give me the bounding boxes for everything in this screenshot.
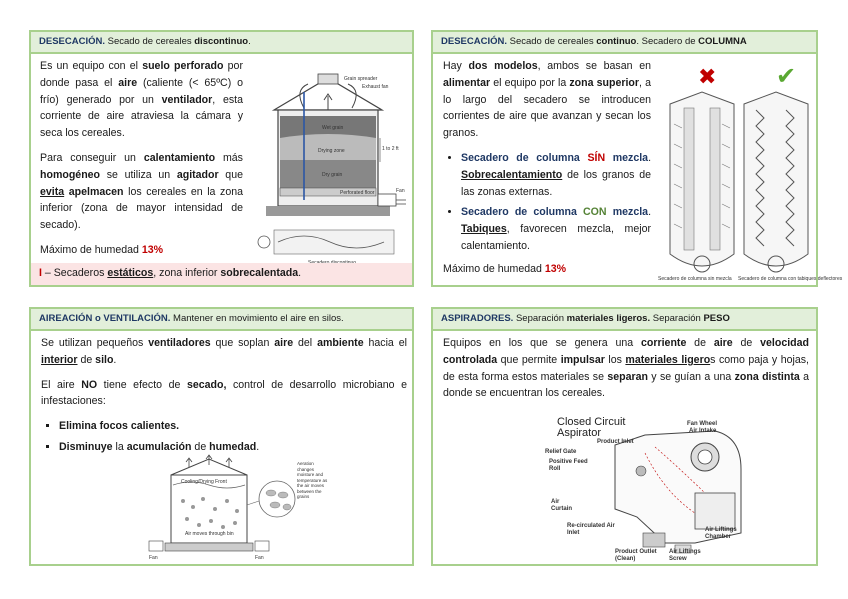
text-run: suelo perforado [142,60,224,72]
text-run: AIREACIÓN o VENTILACIÓN. [39,313,171,324]
batch-dryer-figure [244,70,412,266]
text-run: se utiliza un [100,168,177,181]
text-run: El aire [41,378,82,391]
text-run: I [39,267,42,279]
text-run: . [648,151,652,164]
text-run: 13% [544,262,567,275]
header-emphasis: discontinuo [194,36,249,47]
text-run: apelmacen [68,185,124,198]
text-run: Drying zone [318,148,345,154]
text-run: 13% [141,243,164,256]
card-body [443,58,651,286]
list-item [59,418,407,435]
text-run: corriente [641,337,687,349]
text-run: 1 to 2 ft [382,146,399,152]
text-run: Relief Gate [545,449,577,455]
text-run: silo [95,353,114,366]
figure-label: Air Curtain [551,499,572,512]
text-run: separan [607,370,648,383]
text-run: acumulación [126,440,192,453]
text-run: . [648,206,652,219]
text-run: Mantener en movimiento el aire en silos. [170,313,344,324]
text-run: más [215,151,243,164]
text-run: Secadero de columna con tabiques deflectores [738,276,843,282]
text-run: Equipos en los que se genera una [443,337,641,349]
paragraph [443,261,651,278]
text-run: Dry grain [322,172,343,178]
list-item [461,204,651,254]
text-run: de [732,337,761,349]
text-run: SÍN [587,151,606,164]
text-run: Fan [396,188,405,194]
paragraph [40,58,243,142]
text-run: Wet grain [322,125,344,131]
text-run: secado, [186,378,227,391]
text-run: Para conseguir un [40,151,144,164]
figure-label: Product Outlet (Clean) [615,549,657,562]
text-run: impulsar [560,353,605,366]
text-run: Es un equipo con el [40,60,143,72]
text-run: tiene efecto de [97,378,187,391]
text-run: dos modelos [468,60,538,72]
text-run: Separación [513,313,567,324]
text-run: Disminuye [59,440,113,453]
text-run: de los granos de las zonas externas. [461,168,651,198]
text-run: CON [583,206,607,219]
text-run: Hay [443,60,469,72]
text-run: ventiladores [148,337,211,349]
text-run: los cereales en la zona inferior (zona de mayor intensidad de secado). [40,185,243,232]
figure-note: Aeration changes moisture and temperature as the air moves between the grains [297,461,328,499]
text-run: zona distinta [734,370,800,383]
text-run: Cooling/Drying Front [181,479,227,485]
text-run: DESECACIÓN. [441,36,507,47]
text-run: Fan Wheel [687,421,718,427]
text-run: , a lo largo del secadero se introducen corrientes de aire que avanzan y secan los granos. [443,76,651,140]
text-run: que [218,168,243,181]
text-run: los [604,353,626,366]
card-header [31,309,412,331]
bullet-list [443,150,651,255]
text-run: . [256,440,260,453]
text-run: sobrecalentada [220,267,299,279]
text-run: de [77,353,96,366]
text-run: Aspirator [557,427,602,439]
text-run: zona superior [569,76,640,89]
text-run: COLUMNA [698,36,747,47]
text-run: del [293,337,318,349]
text-run: Secadero de columna sin mezcla [658,276,732,282]
text-run: ventilador [161,93,213,106]
text-run: – Secaderos [41,267,108,279]
text-run: ambiente [317,337,364,349]
text-run: Secadero de columna [461,206,584,219]
card-header [433,32,816,54]
text-run: Separación [650,313,704,324]
text-run: Product Inlet [597,439,634,445]
text-run: NO [81,378,98,391]
text-run: Tabiques [461,223,507,236]
paragraph [40,242,243,259]
check-icon: ✔ [776,62,797,90]
card-desecacion-continuo [431,30,843,287]
card-body [41,335,407,462]
text-run: Fan [255,555,264,561]
text-run: Secado de cereales [506,36,597,47]
text-run: aire [274,337,294,349]
header-text: Secado de cereales [104,36,195,47]
card-header [433,309,816,331]
text-run: que soplan [210,337,275,349]
header-keyword: DESECACIÓN. [39,36,105,47]
text-run: aire [118,76,138,89]
card-desecacion-discontinuo [29,30,414,287]
text-run: Closed Circuit [557,416,626,428]
aspirator-figure [545,413,755,563]
text-run: mezcla [606,206,649,219]
list-item [59,439,407,456]
text-run: agitador [176,168,219,181]
text-run: PESO [703,313,730,324]
text-run: el equipo por la [490,76,570,89]
text-run: alimentar [443,76,491,89]
text-run: Sobrecalentamiento [461,168,563,181]
text-run: interior [41,353,78,366]
header-text: . [248,36,251,47]
bullet-list [41,418,407,456]
text-run: a donde se encuentran los cereales. [443,370,809,400]
text-run: velocidad controlada [443,337,810,366]
text-run: Máximo de humedad [443,262,545,275]
text-run: Fan [149,555,158,561]
text-run: Exhaust fan [362,84,389,90]
card-body [443,335,809,410]
card-header [31,32,412,54]
figure-label: Air Liftings Chamber [705,527,737,540]
paragraph [443,335,809,402]
text-run: homogéneo [40,168,101,181]
text-run: control de desarrollo microbiano e infestaciones: [41,378,407,408]
paragraph [41,335,407,369]
text-run: s como paja y hojas, de esta forma estos materiales se [443,353,809,383]
text-run: que permite [497,353,561,366]
card-aspiradores [431,307,818,566]
paragraph [443,58,651,142]
text-run: y se guían a una [647,370,735,383]
text-run: continuo [596,36,637,47]
column-dryer-figure [658,62,843,282]
text-run: de [191,440,210,453]
text-run: Elimina focos calientes. [59,420,180,433]
text-run: , zona inferior [153,267,221,279]
paragraph [41,377,407,411]
text-run: Se utilizan pequeños [41,337,149,349]
figure-label: Positive Feed Roll [549,459,588,472]
text-run: (caliente (< 65ºC) o frío) generado por un [40,76,243,106]
text-run: , favorecen mezcla, mejor calentamiento. [461,223,651,252]
text-run: Secadero de columna [461,151,588,164]
text-run: . [113,353,117,366]
text-run: hacia el [363,337,407,349]
aeration-silo-figure [141,455,331,559]
figure-label: Air Liftings Screw [669,549,701,562]
card-aireacion [29,307,414,566]
list-item [461,150,651,200]
text-run: evita [40,185,65,198]
paragraph [40,150,243,234]
card-footer [31,263,412,285]
figure-label: Re-circulated Air Inlet [567,523,615,536]
text-run: humedad [209,440,257,453]
text-run: Perforated floor [340,190,375,196]
text-run: . [298,267,302,279]
cross-icon: ✖ [698,65,717,90]
text-run: estáticos [107,267,154,279]
text-run: . Secadero de [636,36,699,47]
text-run: Máximo de humedad [40,243,142,256]
text-run: de [686,337,714,349]
text-run: mezcla [605,151,649,164]
card-body [40,58,243,267]
text-run: aire [713,337,733,349]
text-run: , ambos se basan en [537,60,651,72]
text-run: materiales ligeros. [566,313,651,324]
text-run: , esta corriente de aire atraviesa la cámara y seca los cereales. [40,93,243,140]
text-run: la [112,440,127,453]
text-run: por donde pasa el [40,60,243,89]
text-run: Air Intake [689,428,717,434]
text-run: ASPIRADORES. [441,313,514,324]
text-run: Grain spreader [344,76,378,82]
text-run: Air moves through bin [185,531,234,537]
text-run: calentamiento [143,151,216,164]
text-run: materiales ligero [625,353,711,366]
